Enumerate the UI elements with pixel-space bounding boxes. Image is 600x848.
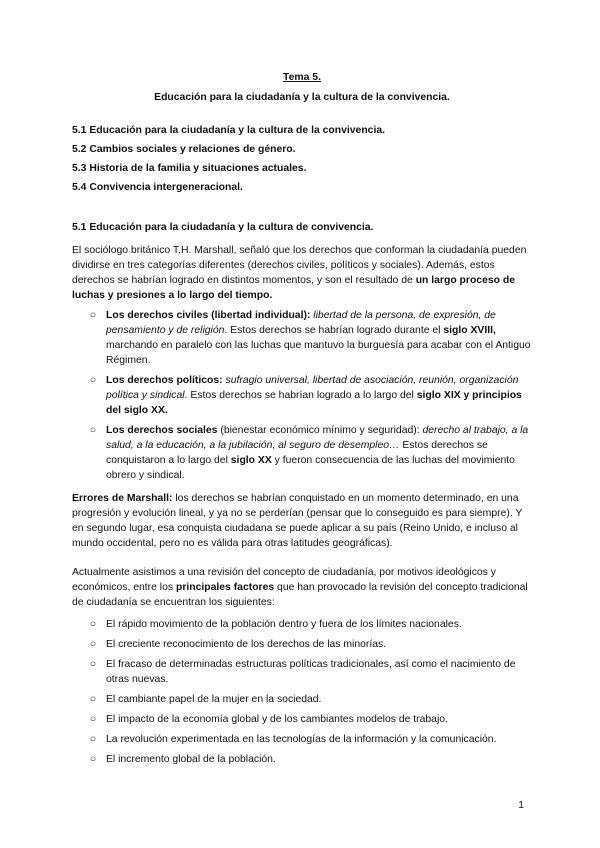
page-subtitle: Educación para la ciudadanía y la cultura de la convivencia. xyxy=(154,92,450,103)
factor-text: El creciente reconocimiento de los derechos de las minorías. xyxy=(106,639,387,650)
right-examples: derecho al trabajo, a la salud, a la educación, a la jubilación, al seguro de desempleo… xyxy=(106,425,529,451)
circle-bullet-icon: ○ xyxy=(89,694,97,705)
revision-emphasis: principales factores xyxy=(175,582,275,593)
right-examples: sufragio universal, libertad de asociación, reunión, organización política y sindical xyxy=(106,375,519,401)
circle-bullet-icon: ○ xyxy=(89,754,97,765)
circle-bullet-icon: ○ xyxy=(89,734,97,745)
right-text: . Estos derechos se habrían logrado a lo largo del xyxy=(184,390,417,401)
revision-paragraph xyxy=(72,565,532,610)
circle-bullet-icon: ○ xyxy=(89,639,97,650)
errors-label: Errores de Marshall: xyxy=(72,493,173,504)
factors-list xyxy=(72,617,532,767)
circle-bullet-icon: ○ xyxy=(89,619,97,630)
circle-bullet-icon: ○ xyxy=(89,659,97,670)
circle-bullet-icon: ○ xyxy=(89,425,97,436)
right-label: Los derechos civiles (libertad individual): xyxy=(106,310,311,321)
factor-text: El rápido movimiento de la población dentro y fuera de los límites nacionales. xyxy=(106,619,462,630)
intro-emphasis: un largo proceso de luchas y presiones a lo largo del tiempo. xyxy=(72,275,515,301)
circle-bullet-icon: ○ xyxy=(89,714,97,725)
right-text-tail: marchando en paralelo con las luchas que mantuvo la burguesía para acabar con el Antiguo Régimen. xyxy=(106,340,531,366)
intro-text: El sociólogo británico T.H. Marshall, señaló que los derechos que conforman la ciudadanía pueden dividirse en tres categorías diferentes (derechos civiles, políticos y sociales). Además, estos derechos se habrían logrado en distintos momentos, y son el resultado de xyxy=(72,245,527,286)
factor-text: El incremento global de la población. xyxy=(106,754,276,765)
toc-item: 5.3 Historia de la familia y situaciones actuales. xyxy=(72,163,307,174)
factor-item xyxy=(89,752,532,767)
right-label: Los derechos sociales xyxy=(106,425,218,436)
right-text: Estos derechos se conquistaron a lo largo del xyxy=(106,440,488,466)
factor-item xyxy=(89,657,532,687)
right-pre: (bienestar económico mínimo y seguridad): xyxy=(217,425,423,436)
errors-paragraph xyxy=(72,491,532,551)
right-text-tail: y fueron consecuencia de las luchas del movimiento obrero y sindical. xyxy=(106,455,515,481)
rights-item-social xyxy=(89,423,532,483)
toc-item: 5.4 Convivencia intergeneracional. xyxy=(72,182,243,193)
factor-text: El cambiante papel de la mujer en la sociedad. xyxy=(106,694,322,705)
factor-item xyxy=(89,692,532,707)
factor-item xyxy=(89,617,532,632)
intro-paragraph xyxy=(72,243,532,303)
right-text: . Estos derechos se habrían logrado durante el xyxy=(224,325,444,336)
rights-item-civil xyxy=(89,308,532,368)
errors-text: los derechos se habrían conquistado en un momento determinado, en una progresión y evolución lineal, y ya no se perderían (pensar que lo conseguido es para siempre). Y en segundo lugar, esa conquista ciudadana se puede aplicar a su país (Reino Unido, e incluso al mundo occidental, pero no es válida para otras latitudes geográficas). xyxy=(72,493,523,549)
document-page xyxy=(72,70,532,772)
factor-item xyxy=(89,732,532,747)
toc-item: 5.2 Cambios sociales y relaciones de género. xyxy=(72,144,296,155)
factor-text: El fracaso de determinadas estructuras políticas tradicionales, así como el nacimiento de otras nuevas. xyxy=(106,659,516,685)
factor-text: La revolución experimentada en las tecnologías de la información y la comunicación. xyxy=(106,734,497,745)
revision-text: Actualmente asistimos a una revisión del concepto de ciudadanía, por motivos ideológicos y económicos, entre los xyxy=(72,567,496,593)
section-heading: 5.1 Educación para la ciudadanía y la cultura de convivencia. xyxy=(72,222,374,233)
right-century: siglo XX xyxy=(230,455,272,466)
rights-item-political xyxy=(89,373,532,418)
factor-item xyxy=(89,637,532,652)
page-title: Tema 5. xyxy=(283,72,321,83)
page-number: 1 xyxy=(518,800,524,811)
right-label: Los derechos políticos: xyxy=(106,375,223,386)
toc-item: 5.1 Educación para la ciudadanía y la cultura de la convivencia. xyxy=(72,125,385,136)
factor-text: El impacto de la economía global y de los cambiantes modelos de trabajo. xyxy=(106,714,448,725)
right-century: siglo XVIII, xyxy=(443,325,496,336)
right-examples: libertad de la persona, de expresión, de pensamiento y de religión xyxy=(106,310,496,336)
right-century: siglo XIX y principios del siglo XX. xyxy=(106,390,522,416)
revision-text-tail: que han provocado la revisión del concepto tradicional de ciudadanía se encuentran los siguientes: xyxy=(72,582,528,608)
factor-item xyxy=(89,712,532,727)
circle-bullet-icon: ○ xyxy=(89,310,97,321)
table-of-contents xyxy=(72,123,532,195)
rights-list xyxy=(72,308,532,483)
circle-bullet-icon: ○ xyxy=(89,375,97,386)
